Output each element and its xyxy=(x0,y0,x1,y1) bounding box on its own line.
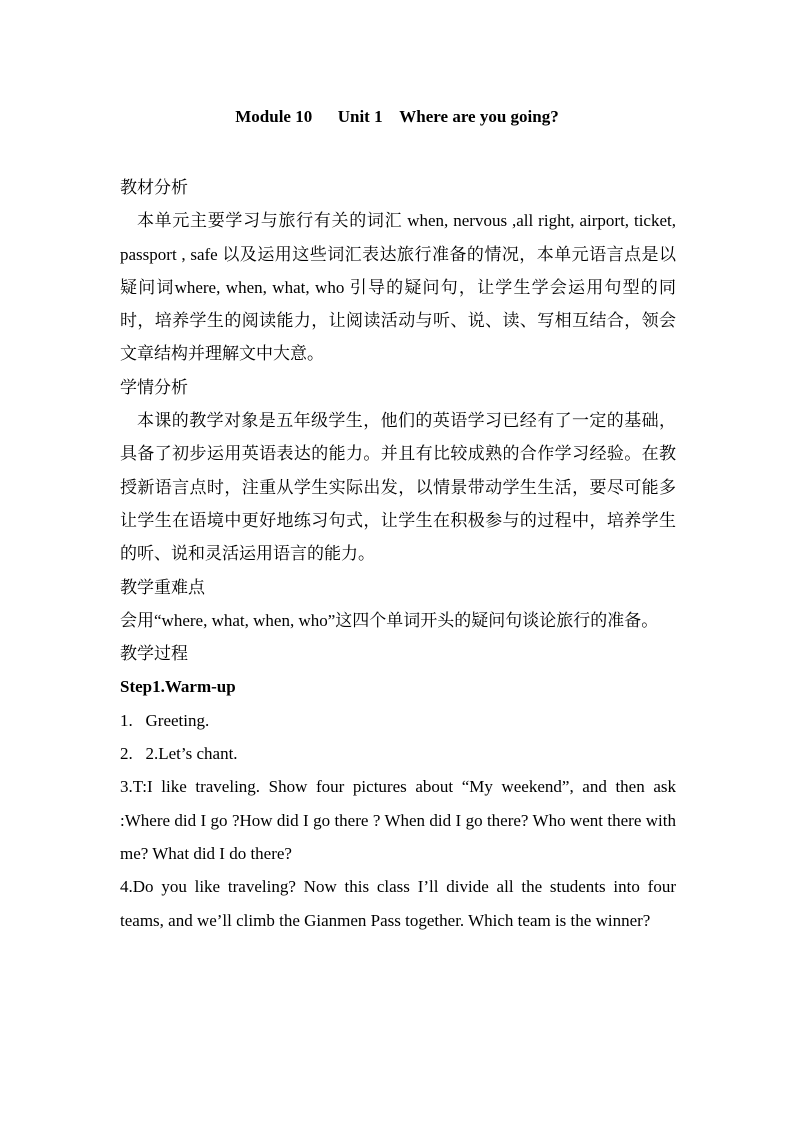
section-heading-key-points: 教学重难点 xyxy=(120,577,205,597)
step1-item-teams: 4.Do you like traveling? Now this class I’ll divide all the students into four teams, and we’ll climb the Gianmen Pass together. Which team is the winner? xyxy=(120,877,676,930)
textbook-analysis-paragraph: 本单元主要学习与旅行有关的词汇 when, nervous ,all right, airport, ticket, passport , safe 以及运用这些词汇表达旅行准备的情况，本单元语言点是以疑问词where, when, what, who 引导的疑问句，让学生学会运用句型的同时，培养学生的阅读能力，让阅读活动与听、说、读、写相互结合，领会文章结构并理解文中大意。 xyxy=(120,211,676,364)
key-points-paragraph: 会用“where, what, when, who”这四个单词开头的疑问句谈论旅行的准备。 xyxy=(120,610,659,630)
document-body xyxy=(120,171,676,937)
page-title: Module 10 Unit 1 Where are you going? xyxy=(235,107,559,126)
step1-item-chant: 2. 2.Let’s chant. xyxy=(120,744,238,764)
step1-item-pictures: 3.T:I like traveling. Show four pictures about “My weekend”, and then ask :Where did I go ?How did I go there ? When did I go there? Who went there with me? What did I do there? xyxy=(120,777,676,863)
section-heading-teaching-process: 教学过程 xyxy=(120,644,188,664)
section-heading-textbook-analysis: 教材分析 xyxy=(120,178,188,197)
step1-title: Step1.Warm-up xyxy=(120,677,236,697)
student-analysis-paragraph: 本课的教学对象是五年级学生，他们的英语学习已经有了一定的基础，具备了初步运用英语表达的能力。并且有比较成熟的合作学习经验。在教授新语言点时，注重从学生实际出发，以情景带动学生生活，要尽可能多让学生在语境中更好地练习句式，让学生在积极参与的过程中，培养学生的听、说和灵活运用语言的能力。 xyxy=(120,411,676,564)
section-heading-student-analysis: 学情分析 xyxy=(120,377,188,397)
step1-item-greeting: 1. Greeting. xyxy=(120,710,210,730)
